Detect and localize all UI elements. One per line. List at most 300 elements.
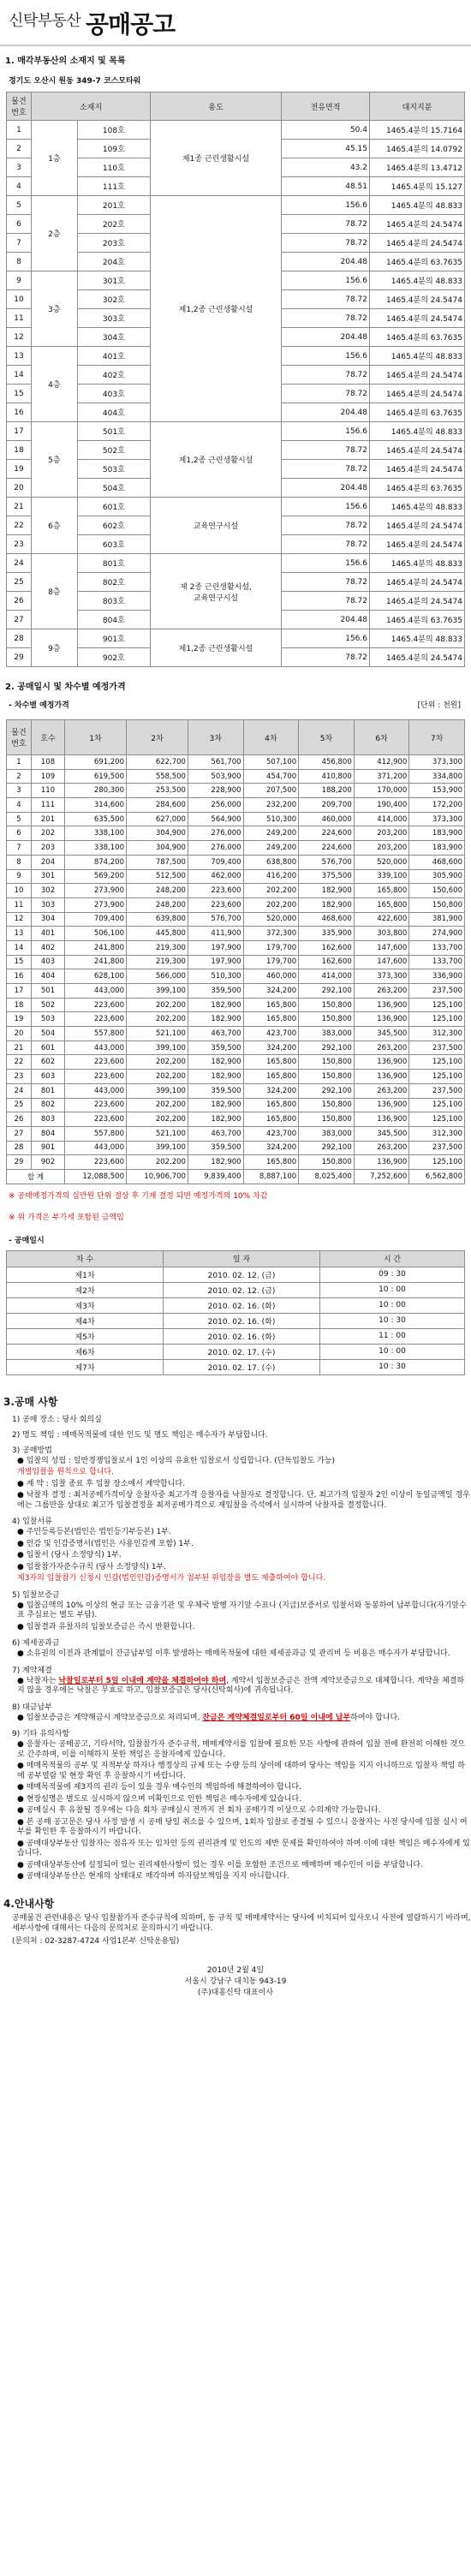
cell-unit: 202 bbox=[32, 826, 65, 841]
cell-price: 182,900 bbox=[299, 897, 355, 912]
cell-no: 10 bbox=[7, 290, 32, 309]
cell-share: 1465.4분의 48.833 bbox=[370, 347, 465, 366]
cell-area: 78.72 bbox=[282, 290, 370, 309]
cell-price: 223,600 bbox=[65, 1070, 127, 1084]
cell-no: 2 bbox=[7, 140, 32, 158]
cell-unit: 802호 bbox=[77, 573, 150, 592]
cell-price: 460,000 bbox=[299, 812, 355, 826]
cell-price: 125,100 bbox=[409, 1070, 465, 1084]
cell-floor: 9층 bbox=[32, 629, 78, 667]
cell-price: 150,800 bbox=[299, 1055, 355, 1070]
cell-area: 45.15 bbox=[282, 140, 370, 158]
cell-no: 6 bbox=[7, 826, 32, 841]
cell-share: 1465.4분의 24.5474 bbox=[370, 516, 465, 535]
table-row bbox=[7, 969, 465, 984]
property-address: 경기도 오산시 원동 349-7 코스모타워 bbox=[9, 77, 141, 86]
cell-no: 22 bbox=[7, 516, 32, 535]
cell-no: 26 bbox=[7, 592, 32, 611]
col-header: 물건번호 bbox=[7, 720, 32, 755]
cell-share: 1465.4분의 24.5474 bbox=[370, 460, 465, 479]
cell-area: 78.72 bbox=[282, 215, 370, 234]
cell-floor: 8층 bbox=[32, 554, 78, 629]
cell-share: 1465.4분의 48.833 bbox=[370, 422, 465, 441]
col-header: 6차 bbox=[354, 720, 409, 755]
cell-price: 639,800 bbox=[126, 912, 188, 927]
cell-price: 564,900 bbox=[188, 812, 243, 826]
cell-price: 150,600 bbox=[409, 884, 465, 898]
cell-price: 372,300 bbox=[243, 927, 299, 941]
table-row bbox=[7, 1155, 465, 1170]
table-row bbox=[7, 629, 465, 648]
cell-unit: 803 bbox=[32, 1112, 65, 1127]
table-row bbox=[7, 855, 465, 869]
table-row bbox=[7, 1344, 465, 1359]
table-row bbox=[7, 769, 465, 784]
page-header bbox=[0, 0, 471, 46]
col-header: 시 간 bbox=[320, 1250, 465, 1267]
cell-share: 1465.4분의 24.5474 bbox=[370, 309, 465, 328]
cell-no: 5 bbox=[7, 196, 32, 215]
table-row bbox=[7, 755, 465, 770]
cell-price: 223,600 bbox=[188, 884, 243, 898]
bullet bbox=[17, 1677, 471, 1696]
cell-share: 1465.4분의 48.833 bbox=[370, 271, 465, 290]
cell-price: 638,800 bbox=[243, 855, 299, 869]
cell-price: 223,600 bbox=[65, 1155, 127, 1170]
cell-area: 78.72 bbox=[282, 535, 370, 554]
cell-area: 78.72 bbox=[282, 573, 370, 592]
cell-price: 237,500 bbox=[409, 984, 465, 999]
col-header: 호수 bbox=[32, 720, 65, 755]
cell-price: 153,900 bbox=[409, 784, 465, 798]
brand-name: 신탁부동산 bbox=[9, 12, 81, 30]
cell-price: 249,200 bbox=[243, 826, 299, 841]
cell-share: 1465.4분의 14.0792 bbox=[370, 140, 465, 158]
cell-area: 78.72 bbox=[282, 516, 370, 535]
cell-price: 182,900 bbox=[188, 1070, 243, 1084]
cell-price: 207,500 bbox=[243, 784, 299, 798]
bullet: ● 입찰서 (당사 소정양식) 1부. bbox=[17, 1551, 122, 1560]
cell-area: 78.72 bbox=[282, 592, 370, 611]
cell-price: 125,100 bbox=[409, 1055, 465, 1070]
cell-date: 2010. 02. 16. (화) bbox=[164, 1313, 320, 1328]
cell-price: 125,100 bbox=[409, 1098, 465, 1112]
cell-price: 136,900 bbox=[354, 998, 409, 1012]
cell-time: 09 : 30 bbox=[320, 1267, 465, 1282]
table-row bbox=[7, 869, 465, 884]
cell-date: 2010. 02. 12. (금) bbox=[164, 1267, 320, 1282]
cell-unit: 403호 bbox=[77, 385, 150, 403]
contact-line: (문의처 : 02-3287-4724 사업1본부 신탁운용팀) bbox=[12, 1936, 180, 1946]
cell-share: 1465.4분의 24.5474 bbox=[370, 385, 465, 403]
table-row bbox=[7, 1267, 465, 1282]
cell-price: 468,600 bbox=[299, 912, 355, 927]
item-line: 2) 명도 책임 : 매매목적물에 대한 인도 및 명도 책임은 매수자가 부담합니다. bbox=[12, 1430, 268, 1440]
cell-unit: 301호 bbox=[77, 271, 150, 290]
cell-floor: 6층 bbox=[32, 498, 78, 554]
cell-price: 280,300 bbox=[65, 784, 127, 798]
cell-round: 제6차 bbox=[7, 1344, 164, 1359]
cell-price: 202,200 bbox=[126, 1112, 188, 1127]
cell-price: 414,000 bbox=[299, 969, 355, 984]
cell-unit: 404 bbox=[32, 969, 65, 984]
cell-price: 150,800 bbox=[299, 1155, 355, 1170]
table-row bbox=[7, 798, 465, 813]
cell-price: 443,000 bbox=[65, 1041, 127, 1055]
guide-paragraph: 공매물건 관련내용은 당사 입찰참가자 준수규칙에 의하며, 동 규칙 및 매매계약서는 당사에 비치되어 있사오니 사전에 열람하시기 바라며, 세부사항에 대해서는 다음의 문의처로 문의하시기 바랍니다. bbox=[12, 1913, 471, 1933]
cell-unit: 303호 bbox=[77, 309, 150, 328]
page-title: 공매공고 bbox=[86, 10, 176, 39]
table-row bbox=[7, 1328, 465, 1344]
section2-heading: 2. 공매일시 및 차수별 예정가격 bbox=[5, 683, 126, 692]
cell-unit: 901 bbox=[32, 1141, 65, 1155]
cell-area: 78.72 bbox=[282, 309, 370, 328]
bullet: ● 현장설명은 별도로 실시하지 않으며 미확인으로 인한 책임은 매수자에게 있습니다. bbox=[17, 1794, 302, 1804]
cell-price: 223,600 bbox=[65, 1012, 127, 1027]
cell-unit: 901호 bbox=[77, 629, 150, 648]
cell-price: 454,700 bbox=[243, 769, 299, 784]
cell-no: 13 bbox=[7, 927, 32, 941]
cell-use: 제1,2종 근린생활시설 bbox=[151, 422, 282, 498]
cell-price: 165,800 bbox=[243, 1112, 299, 1127]
total-value: 12,088,500 bbox=[65, 1169, 127, 1184]
table-row bbox=[7, 940, 465, 955]
cell-unit: 111호 bbox=[77, 177, 150, 196]
total-value: 7,252,600 bbox=[354, 1169, 409, 1184]
cell-price: 202,200 bbox=[126, 1098, 188, 1112]
bullet-highlight: 개별입찰을 원칙으로 합니다. bbox=[17, 1468, 114, 1477]
cell-price: 503,900 bbox=[188, 769, 243, 784]
cell-price: 237,500 bbox=[409, 1083, 465, 1098]
item-line: 9) 기타 유의사항 bbox=[12, 1730, 70, 1739]
cell-time: 10 : 00 bbox=[320, 1282, 465, 1297]
cell-price: 237,500 bbox=[409, 1041, 465, 1055]
cell-price: 557,800 bbox=[65, 1027, 127, 1041]
bullet: ● 인감 및 인감증명서(법인은 사용인감계 포함) 1부. bbox=[17, 1539, 194, 1548]
cell-round: 제4차 bbox=[7, 1313, 164, 1328]
cell-no: 10 bbox=[7, 884, 32, 898]
cell-share: 1465.4분의 48.833 bbox=[370, 629, 465, 648]
cell-price: 460,000 bbox=[243, 969, 299, 984]
cell-price: 399,100 bbox=[126, 984, 188, 999]
item-line: 3) 공매방법 bbox=[12, 1446, 52, 1455]
cell-area: 204.48 bbox=[282, 253, 370, 271]
cell-area: 204.48 bbox=[282, 328, 370, 347]
cell-date: 2010. 02. 16. (화) bbox=[164, 1297, 320, 1313]
cell-no: 2 bbox=[7, 769, 32, 784]
cell-price: 224,600 bbox=[299, 826, 355, 841]
cell-floor: 3층 bbox=[32, 271, 78, 347]
cell-price: 202,200 bbox=[126, 1070, 188, 1084]
cell-price: 399,100 bbox=[126, 1041, 188, 1055]
bullet: ● 매매목적물의 공부 및 지적부상 하자나 행정상의 규제 또는 수량 등의 상이에 대하여 당사는 책임을 지지 아니하므로 입찰자 책임 하에 공부열람 및 현장 확인 후 응찰하시기 바랍니다. bbox=[17, 1762, 465, 1780]
cell-unit: 403 bbox=[32, 955, 65, 969]
cell-price: 305,900 bbox=[409, 869, 465, 884]
cell-share: 1465.4분의 15.7164 bbox=[370, 121, 465, 140]
cell-price: 324,200 bbox=[243, 1083, 299, 1098]
cell-price: 179,700 bbox=[243, 940, 299, 955]
cell-unit: 804 bbox=[32, 1126, 65, 1141]
cell-floor: 2층 bbox=[32, 196, 78, 271]
cell-no: 28 bbox=[7, 1141, 32, 1155]
cell-share: 1465.4분의 24.5474 bbox=[370, 441, 465, 460]
cell-price: 263,200 bbox=[354, 1083, 409, 1098]
price-subheading: - 차수별 예정가격 bbox=[9, 701, 69, 710]
item-line: 4) 입찰서류 bbox=[12, 1518, 52, 1527]
col-header: 4차 bbox=[243, 720, 299, 755]
col-header: 물건번호 bbox=[7, 92, 32, 121]
cell-use: 교육연구시설 bbox=[151, 498, 282, 554]
cell-price: 410,800 bbox=[299, 769, 355, 784]
cell-use: 제1,2종 근린생활시설 bbox=[151, 196, 282, 422]
cell-price: 165,800 bbox=[243, 1155, 299, 1170]
cell-price: 249,200 bbox=[243, 841, 299, 856]
cell-no: 7 bbox=[7, 234, 32, 253]
cell-no: 9 bbox=[7, 271, 32, 290]
cell-no: 21 bbox=[7, 498, 32, 516]
cell-price: 622,700 bbox=[126, 755, 188, 770]
cell-share: 1465.4분의 48.833 bbox=[370, 196, 465, 215]
cell-share: 1465.4분의 63.7635 bbox=[370, 611, 465, 629]
cell-no: 11 bbox=[7, 897, 32, 912]
cell-area: 50.4 bbox=[282, 121, 370, 140]
cell-no: 25 bbox=[7, 1098, 32, 1112]
cell-price: 182,900 bbox=[188, 998, 243, 1012]
cell-price: 179,700 bbox=[243, 955, 299, 969]
cell-no: 15 bbox=[7, 955, 32, 969]
cell-no: 20 bbox=[7, 479, 32, 498]
cell-unit: 302호 bbox=[77, 290, 150, 309]
cell-no: 14 bbox=[7, 366, 32, 385]
cell-no: 23 bbox=[7, 535, 32, 554]
cell-no: 1 bbox=[7, 755, 32, 770]
cell-price: 248,200 bbox=[126, 884, 188, 898]
cell-share: 1465.4분의 24.5474 bbox=[370, 234, 465, 253]
table-row bbox=[7, 422, 465, 441]
cell-share: 1465.4분의 48.833 bbox=[370, 554, 465, 573]
table-row bbox=[7, 884, 465, 898]
cell-price: 284,600 bbox=[126, 798, 188, 813]
cell-price: 507,100 bbox=[243, 755, 299, 770]
cell-area: 156.6 bbox=[282, 422, 370, 441]
cell-no: 18 bbox=[7, 441, 32, 460]
price-note-1: ※ 공매예정가격의 십만원 단위 절상 후 기재 결정 되면 예정가격의 10% 차감 bbox=[9, 1191, 268, 1201]
cell-unit: 602 bbox=[32, 1055, 65, 1070]
bullet: ● 본 공매 공고문은 당사 사정 발생 시 공매 당일 취소를 수 있으며, 1회차 입찰로 종결될 수 있으니 응찰자는 사전 당사에 입찰 실시 여부를 확인한 후 응찰하시기 바랍니다. bbox=[17, 1817, 468, 1837]
cell-area: 78.72 bbox=[282, 460, 370, 479]
table-row bbox=[7, 1012, 465, 1027]
cell-price: 182,900 bbox=[188, 1055, 243, 1070]
cell-price: 576,700 bbox=[188, 912, 243, 927]
cell-no: 24 bbox=[7, 1083, 32, 1098]
cell-unit: 109 bbox=[32, 769, 65, 784]
cell-price: 202,200 bbox=[243, 884, 299, 898]
cell-unit: 203 bbox=[32, 841, 65, 856]
cell-round: 제7차 bbox=[7, 1359, 164, 1374]
table-row bbox=[7, 121, 465, 140]
cell-price: 147,600 bbox=[354, 955, 409, 969]
cell-area: 204.48 bbox=[282, 611, 370, 629]
cell-price: 203,200 bbox=[354, 841, 409, 856]
cell-price: 182,900 bbox=[299, 884, 355, 898]
cell-unit: 204호 bbox=[77, 253, 150, 271]
table-row bbox=[7, 812, 465, 826]
bullet-text: ● 입찰보증금은 계약해금시 계약보증금으로 처리되며, bbox=[17, 1713, 203, 1722]
cell-share: 1465.4분의 63.7635 bbox=[370, 328, 465, 347]
bullet-text: 하여야 합니다. bbox=[350, 1713, 401, 1722]
footer-date: 2010년 2월 4일 bbox=[206, 1965, 265, 1975]
cell-price: 443,000 bbox=[65, 1141, 127, 1155]
cell-no: 27 bbox=[7, 611, 32, 629]
cell-price: 133,700 bbox=[409, 940, 465, 955]
cell-price: 627,000 bbox=[126, 812, 188, 826]
cell-price: 412,900 bbox=[354, 755, 409, 770]
cell-price: 170,000 bbox=[354, 784, 409, 798]
table-row bbox=[7, 1055, 465, 1070]
total-value: 9,839,400 bbox=[188, 1169, 243, 1184]
cell-price: 338,100 bbox=[65, 826, 127, 841]
bullet: ● 입찰금액의 10% 이상의 현금 또는 금융기관 및 우체국 발행 자기앞 수표나 (지급)보증서로 입찰서와 동봉하여 납부합니다(자기앞수표 추심료는 별도 부담). bbox=[17, 1601, 467, 1620]
cell-price: 136,900 bbox=[354, 1055, 409, 1070]
cell-no: 4 bbox=[7, 177, 32, 196]
col-header: 전유면적 bbox=[282, 92, 370, 121]
bullet-emphasis: 잔금은 계약체결일로부터 60일 이내에 납부 bbox=[202, 1713, 351, 1722]
cell-share: 1465.4분의 24.5474 bbox=[370, 648, 465, 667]
cell-price: 521,100 bbox=[126, 1027, 188, 1041]
cell-no: 3 bbox=[7, 158, 32, 177]
cell-price: 456,800 bbox=[299, 755, 355, 770]
section1-heading: 1. 매각부동산의 소재지 및 목록 bbox=[5, 57, 126, 66]
cell-use: 제1,2종 근린생활시설 bbox=[151, 629, 282, 667]
col-header: 일 자 bbox=[164, 1250, 320, 1267]
price-note-2: ※ 위 가격은 부가세 포함된 금액임 bbox=[9, 1213, 124, 1222]
cell-area: 156.6 bbox=[282, 271, 370, 290]
cell-area: 156.6 bbox=[282, 347, 370, 366]
cell-unit: 303 bbox=[32, 897, 65, 912]
cell-price: 359,500 bbox=[188, 1083, 243, 1098]
cell-unit: 504호 bbox=[77, 479, 150, 498]
cell-unit: 802 bbox=[32, 1098, 65, 1112]
cell-price: 303,800 bbox=[354, 927, 409, 941]
cell-price: 202,200 bbox=[126, 1155, 188, 1170]
cell-price: 399,100 bbox=[126, 1083, 188, 1098]
cell-use: 제1종 근린생활시설 bbox=[151, 121, 282, 196]
col-header: 3차 bbox=[188, 720, 243, 755]
item-line: 6) 제세공과금 bbox=[12, 1639, 60, 1649]
cell-price: 136,900 bbox=[354, 1112, 409, 1127]
cell-unit: 402호 bbox=[77, 366, 150, 385]
table-row bbox=[7, 1041, 465, 1055]
cell-no: 9 bbox=[7, 869, 32, 884]
cell-unit: 110호 bbox=[77, 158, 150, 177]
cell-price: 202,200 bbox=[243, 897, 299, 912]
cell-price: 566,000 bbox=[126, 969, 188, 984]
cell-area: 78.72 bbox=[282, 648, 370, 667]
cell-no: 19 bbox=[7, 1012, 32, 1027]
cell-time: 10 : 30 bbox=[320, 1313, 465, 1328]
cell-price: 463,700 bbox=[188, 1126, 243, 1141]
section3-heading: 3.공매 사항 bbox=[3, 1395, 58, 1408]
cell-price: 223,600 bbox=[188, 897, 243, 912]
table-row bbox=[7, 998, 465, 1012]
cell-price: 635,500 bbox=[65, 812, 127, 826]
cell-price: 202,200 bbox=[126, 1012, 188, 1027]
cell-no: 11 bbox=[7, 309, 32, 328]
unit-label: [단위 : 천원] bbox=[417, 701, 461, 710]
cell-area: 48.51 bbox=[282, 177, 370, 196]
cell-price: 520,000 bbox=[354, 855, 409, 869]
cell-price: 202,200 bbox=[126, 998, 188, 1012]
bullet: ● 공매대상부동산은 현재의 상태대로 매각하며 하자담보책임을 지지 아니합니다. bbox=[17, 1872, 289, 1881]
bullet: ● 입찰결과 유찰자의 입찰보증금은 즉시 반환합니다. bbox=[17, 1622, 195, 1631]
cell-no: 29 bbox=[7, 1155, 32, 1170]
cell-price: 190,400 bbox=[354, 798, 409, 813]
total-value: 6,562,800 bbox=[409, 1169, 465, 1184]
table-row bbox=[7, 927, 465, 941]
cell-price: 248,200 bbox=[126, 897, 188, 912]
cell-price: 423,700 bbox=[243, 1027, 299, 1041]
col-header: 7차 bbox=[409, 720, 465, 755]
cell-price: 292,100 bbox=[299, 1083, 355, 1098]
cell-unit: 201호 bbox=[77, 196, 150, 215]
cell-price: 292,100 bbox=[299, 1141, 355, 1155]
cell-price: 276,000 bbox=[188, 826, 243, 841]
cell-price: 423,700 bbox=[243, 1126, 299, 1141]
cell-price: 273,900 bbox=[65, 897, 127, 912]
cell-price: 324,200 bbox=[243, 1141, 299, 1155]
schedule-table bbox=[6, 1250, 465, 1375]
cell-date: 2010. 02. 12. (금) bbox=[164, 1282, 320, 1297]
cell-share: 1465.4분의 48.833 bbox=[370, 498, 465, 516]
item-line: 7) 계약체결 bbox=[12, 1666, 52, 1675]
section4-heading: 4.안내사항 bbox=[3, 1897, 55, 1910]
cell-price: 375,500 bbox=[299, 869, 355, 884]
cell-floor: 5층 bbox=[32, 422, 78, 498]
cell-unit: 603 bbox=[32, 1070, 65, 1084]
cell-unit: 801 bbox=[32, 1083, 65, 1098]
cell-area: 156.6 bbox=[282, 196, 370, 215]
cell-no: 19 bbox=[7, 460, 32, 479]
table-row bbox=[7, 955, 465, 969]
cell-price: 561,700 bbox=[188, 755, 243, 770]
table-row bbox=[7, 1297, 465, 1313]
cell-price: 416,200 bbox=[243, 869, 299, 884]
cell-price: 314,600 bbox=[65, 798, 127, 813]
cell-price: 292,100 bbox=[299, 984, 355, 999]
cell-price: 232,200 bbox=[243, 798, 299, 813]
item-line: 1) 공매 장소 : 당사 회의실 bbox=[12, 1415, 102, 1424]
cell-price: 182,900 bbox=[188, 1155, 243, 1170]
cell-price: 510,300 bbox=[188, 969, 243, 984]
cell-unit: 501호 bbox=[77, 422, 150, 441]
cell-price: 443,000 bbox=[65, 1083, 127, 1098]
cell-price: 569,200 bbox=[65, 869, 127, 884]
cell-no: 7 bbox=[7, 841, 32, 856]
total-label: 합 계 bbox=[7, 1169, 65, 1184]
cell-price: 383,000 bbox=[299, 1126, 355, 1141]
cell-price: 709,400 bbox=[188, 855, 243, 869]
cell-price: 182,900 bbox=[188, 1012, 243, 1027]
cell-no: 15 bbox=[7, 385, 32, 403]
cell-no: 8 bbox=[7, 253, 32, 271]
cell-price: 172,200 bbox=[409, 798, 465, 813]
cell-share: 1465.4분의 63.7635 bbox=[370, 403, 465, 422]
cell-price: 150,800 bbox=[299, 998, 355, 1012]
footer bbox=[0, 1965, 471, 1999]
cell-no: 3 bbox=[7, 784, 32, 798]
cell-unit: 110 bbox=[32, 784, 65, 798]
cell-price: 520,000 bbox=[243, 912, 299, 927]
